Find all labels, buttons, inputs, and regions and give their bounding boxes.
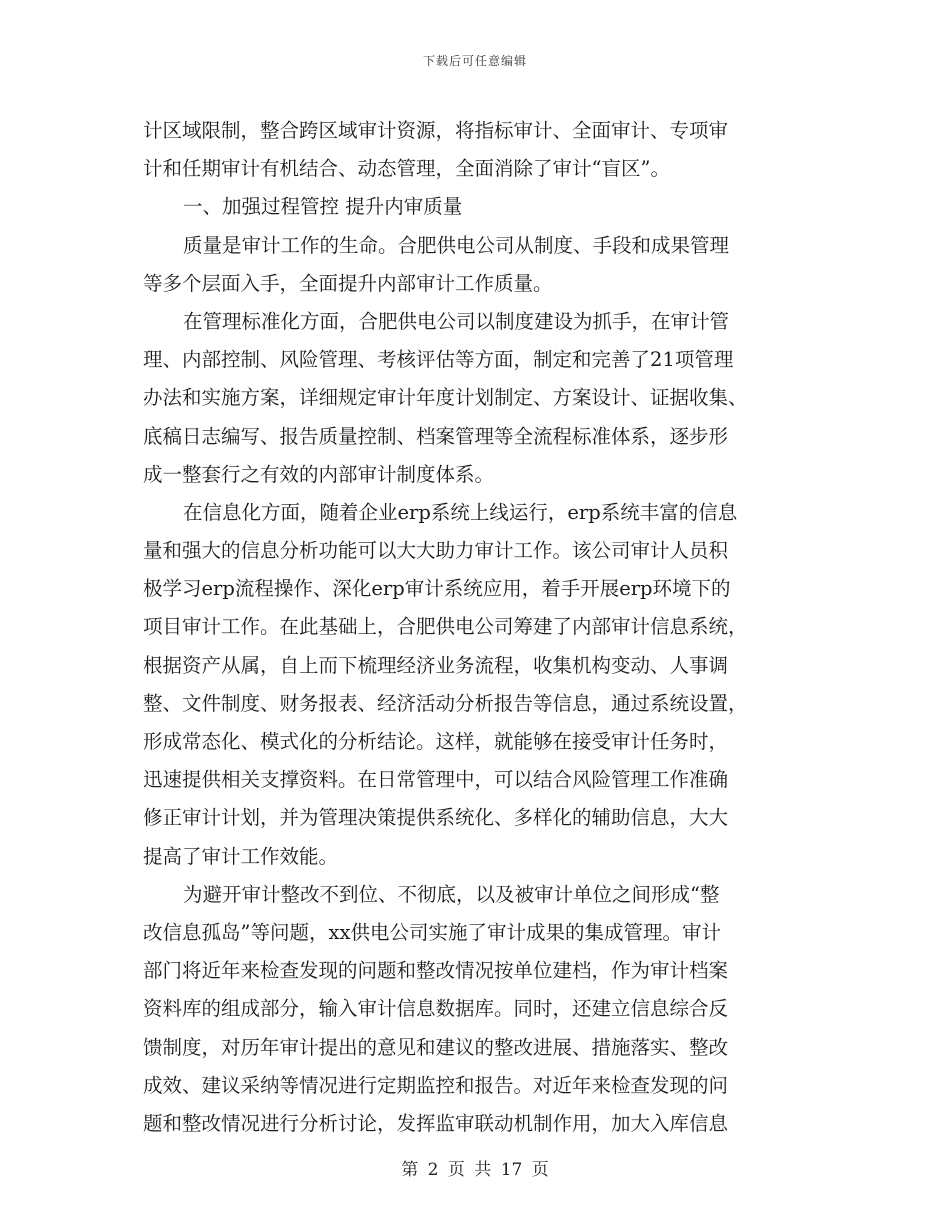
body-text-line: 题和整改情况进行分析讨论，发挥监审联动机制作用，加大入库信息: [143, 1111, 729, 1135]
body-text-line: 资料库的组成部分，输入审计信息数据库。同时，还建立信息综合反: [143, 997, 729, 1021]
body-text-line: 一、加强过程管控 提升内审质量: [183, 195, 463, 219]
body-text-line: 理、内部控制、风险管理、考核评估等方面，制定和完善了21项管理: [143, 348, 734, 372]
body-text-line: 提高了审计工作效能。: [143, 844, 339, 868]
body-text-line: 办法和实施方案，详细规定审计年度计划制定、方案设计、证据收集、: [143, 386, 748, 410]
body-text-line: 整、文件制度、财务报表、经济活动分析报告等信息，通过系统设置，: [143, 691, 748, 715]
body-text-line: 极学习erp流程操作、深化erp审计系统应用，着手开展erp环境下的: [143, 577, 731, 601]
body-text-line: 迅速提供相关支撑资料。在日常管理中，可以结合风险管理工作准确: [143, 768, 729, 792]
body-text-line: 部门将近年来检查发现的问题和整改情况按单位建档，作为审计档案: [143, 959, 729, 983]
body-text-line: 改信息孤岛”等问题，xx供电公司实施了审计成果的集成管理。审计: [143, 920, 721, 944]
body-text-line: 为避开审计整改不到位、不彻底，以及被审计单位之间形成“整: [183, 882, 720, 906]
body-text-line: 计和任期审计有机结合、动态管理，全面消除了审计“盲区”。: [143, 157, 670, 181]
body-text-line: 成一整套行之有效的内部审计制度体系。: [143, 462, 495, 486]
body-text-line: 在管理标准化方面，合肥供电公司以制度建设为抓手，在审计管: [183, 309, 730, 333]
body-text-line: 量和强大的信息分析功能可以大大助力审计工作。该公司审计人员积: [143, 539, 729, 563]
page-header-note: 下载后可任意编辑: [422, 54, 527, 68]
body-text-line: 修正审计计划，并为管理决策提供系统化、多样化的辅助信息，大大: [143, 806, 729, 830]
body-text-line: 在信息化方面，随着企业erp系统上线运行，erp系统丰富的信息: [183, 500, 738, 524]
body-text-line: 形成常态化、模式化的分析结论。这样，就能够在接受审计任务时，: [143, 730, 729, 753]
body-text-line: 等多个层面入手，全面提升内部审计工作质量。: [143, 271, 553, 295]
body-text-line: 成效、建议采纳等情况进行定期监控和报告。对近年来检查发现的问: [143, 1073, 729, 1097]
document-body: [143, 112, 808, 1143]
body-text-line: 根据资产从属，自上而下梳理经济业务流程，收集机构变动、人事调: [143, 653, 729, 677]
body-text-line: 计区域限制，整合跨区域审计资源，将指标审计、全面审计、专项审: [143, 119, 729, 142]
body-text-line: 馈制度，对历年审计提出的意见和建议的整改进展、措施落实、整改: [143, 1035, 729, 1059]
page-number-footer: 第 2 页 共 17 页: [401, 1160, 549, 1180]
body-text-line: 项目审计工作。在此基础上，合肥供电公司筹建了内部审计信息系统，: [143, 615, 748, 639]
body-text-line: 质量是审计工作的生命。合肥供电公司从制度、手段和成果管理: [183, 233, 730, 257]
body-text-line: 底稿日志编写、报告质量控制、档案管理等全流程标准体系，逐步形: [143, 424, 729, 448]
